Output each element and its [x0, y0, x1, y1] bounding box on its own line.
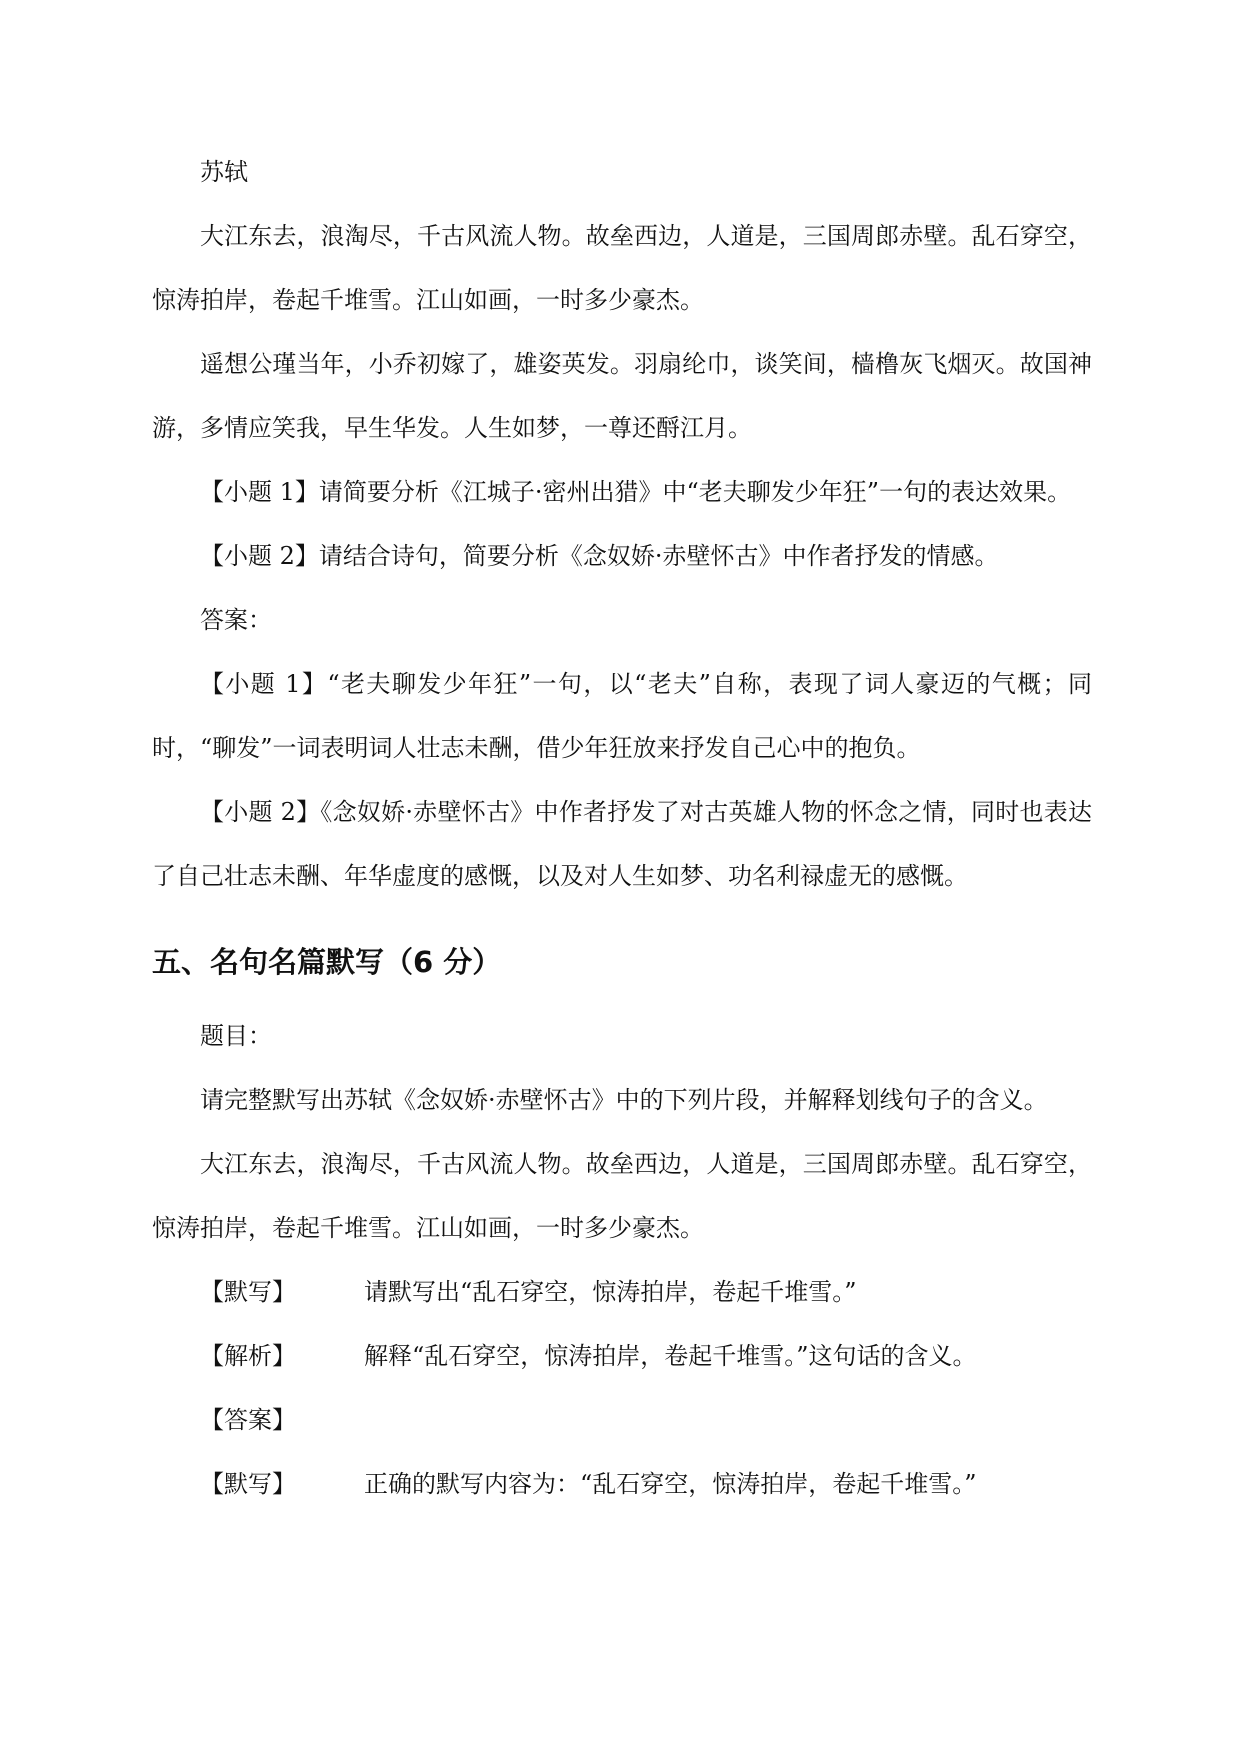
answer-1: 【小题 1】“老夫聊发少年狂”一句，以“老夫”自称，表现了词人豪迈的气概；同时，“聊发”一词表明词人壮志未酬，借少年狂放来抒发自己心中的抱负。: [152, 670, 1092, 762]
document-body: [152, 140, 1092, 1516]
poem-stanza-2: 遥想公瑾当年，小乔初嫁了，雄姿英发。羽扇纶巾，谈笑间，樯橹灰飞烟灭。故国神游，多情应笑我，早生华发。人生如梦，一尊还酹江月。: [152, 350, 1092, 442]
dictation-text: 请默写出“乱石穿空，惊涛拍岸，卷起千堆雪。”: [364, 1278, 857, 1306]
analysis-tag: 【解析】: [200, 1342, 296, 1370]
question-1: 【小题 1】请简要分析《江城子·密州出猎》中“老夫聊发少年狂”一句的表达效果。: [200, 478, 1072, 506]
answer-dictation-tag: 【默写】: [200, 1470, 296, 1498]
section-heading: 五、名句名篇默写（6 分）: [152, 945, 502, 979]
topic-label: 题目：: [200, 1022, 272, 1050]
question-2: 【小题 2】请结合诗句，简要分析《念奴娇·赤壁怀古》中作者抒发的情感。: [200, 542, 999, 570]
analysis-text: 解释“乱石穿空，惊涛拍岸，卷起千堆雪。”这句话的含义。: [364, 1342, 977, 1370]
analysis-line: [152, 1324, 1092, 1388]
dictation-tag: 【默写】: [200, 1278, 296, 1306]
passage: 大江东去，浪淘尽，千古风流人物。故垒西边，人道是，三国周郎赤壁。乱石穿空，惊涛拍岸，卷起千堆雪。江山如画，一时多少豪杰。: [152, 1150, 1092, 1242]
answer-dictation-line: [152, 1452, 1092, 1516]
dictation-line: [152, 1260, 1092, 1324]
poem-stanza-1: 大江东去，浪淘尽，千古风流人物。故垒西边，人道是，三国周郎赤壁。乱石穿空，惊涛拍岸，卷起千堆雪。江山如画，一时多少豪杰。: [152, 222, 1092, 314]
answer-tag: 【答案】: [200, 1406, 296, 1434]
answer-2: 【小题 2】《念奴娇·赤壁怀古》中作者抒发了对古英雄人物的怀念之情，同时也表达了自己壮志未酬、年华虚度的感慨，以及对人生如梦、功名利禄虚无的感慨。: [152, 798, 1092, 890]
answer-tag-line: [152, 1388, 1092, 1452]
answer-dictation-text: 正确的默写内容为：“乱石穿空，惊涛拍岸，卷起千堆雪。”: [364, 1470, 977, 1498]
instruction: 请完整默写出苏轼《念奴娇·赤壁怀古》中的下列片段，并解释划线句子的含义。: [200, 1086, 1048, 1114]
answer-label: 答案：: [200, 606, 272, 634]
poem-author: 苏轼: [200, 158, 248, 186]
